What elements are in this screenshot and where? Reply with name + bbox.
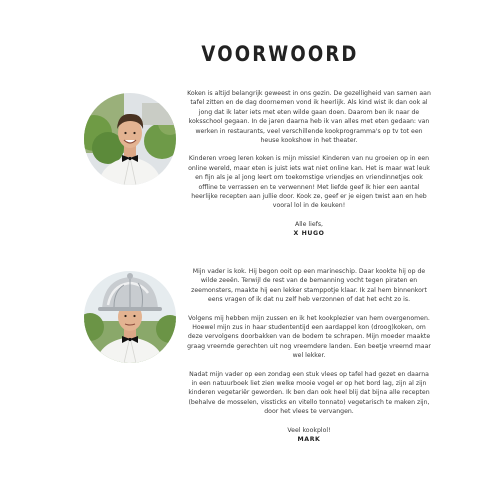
hugo-foreword [186, 89, 432, 239]
hugo-photo-illustration [84, 93, 176, 185]
mark-photo-illustration [84, 271, 176, 363]
mark-paragraph: Volgens mij hebben mijn zussen en ik het kookplezier van hem overgenomen. Hoewel mijn zus in haar studententijd een aardappel kon (droog)koken, om deze vervolgens doorbakken van de bodem te schrapen. Mijn moeder maakte graag vreemde gerechten uit nog vreemdere landen. Een beetje vreemd maar wel lekker. [187, 314, 431, 360]
hugo-greeting: Alle liefs, [294, 220, 324, 228]
mark-greeting: Veel kookplol! [287, 426, 331, 434]
mark-paragraph: Nadat mijn vader op een zondag een stuk vlees op tafel had gezet en daarna in een natuurboek liet zien welke mooie vogel er op het bord lag, zijn al zijn kinderen vegetariër geworden. Ik ben dan ook heel blij dat bijna alle recepten (behalve de mosselen, vissticks en vitello tonnato) vegetarisch te maken zijn, door het vlees te vervangen. [188, 370, 430, 416]
mark-paragraph: Mijn vader is kok. Hij begon ooit op een marineschip. Daar kookte hij op de wilde zeeën. Terwijl de rest van de bemanning vocht tegen piraten en zeemonsters, maakte hij een lekker stamppotje klaar. Ik zal hem binnenkort eens vragen of ik dat nu zelf heb verzonnen of dat het echt zo is. [191, 268, 427, 304]
mark-portrait [84, 271, 176, 363]
hugo-paragraph: Kinderen vroeg leren koken is mijn missie! Kinderen van nu groeien op in een online wereld, maar eten is juist iets wat niet online kan. Het is maar wat leuk en fijn als je al jong leert om toekomstige vriendjes en vriendinnetjes ook offline te verrassen en te verwennen! Met liefde geef ik hier een aantal heerlijke recepten aan jullie door. Kook ze, geef er je eigen twist aan en heb vooral lol in de keuken! [188, 155, 430, 210]
hugo-paragraph: Koken is altijd belangrijk geweest in ons gezin. De gezelligheid van samen aan tafel zitten en de dag doornemen vond ik heerlijk. Als kind wist ik dan ook al jong dat ik later iets met eten wilde gaan doen. Daarom ben ik naar de koksschool gegaan. In de jaren daarna heb ik van alles met eten gedaan: van werken in restaurants, veel verschillende kookprogramma's op tv tot een heuse kookshow in het theater. [187, 90, 431, 145]
mark-foreword [186, 267, 432, 445]
mark-signature: MARK [297, 436, 321, 444]
page-title: VOORWOORD [201, 42, 359, 66]
hugo-signature: X HUGO [293, 230, 325, 238]
hugo-portrait [84, 93, 176, 185]
